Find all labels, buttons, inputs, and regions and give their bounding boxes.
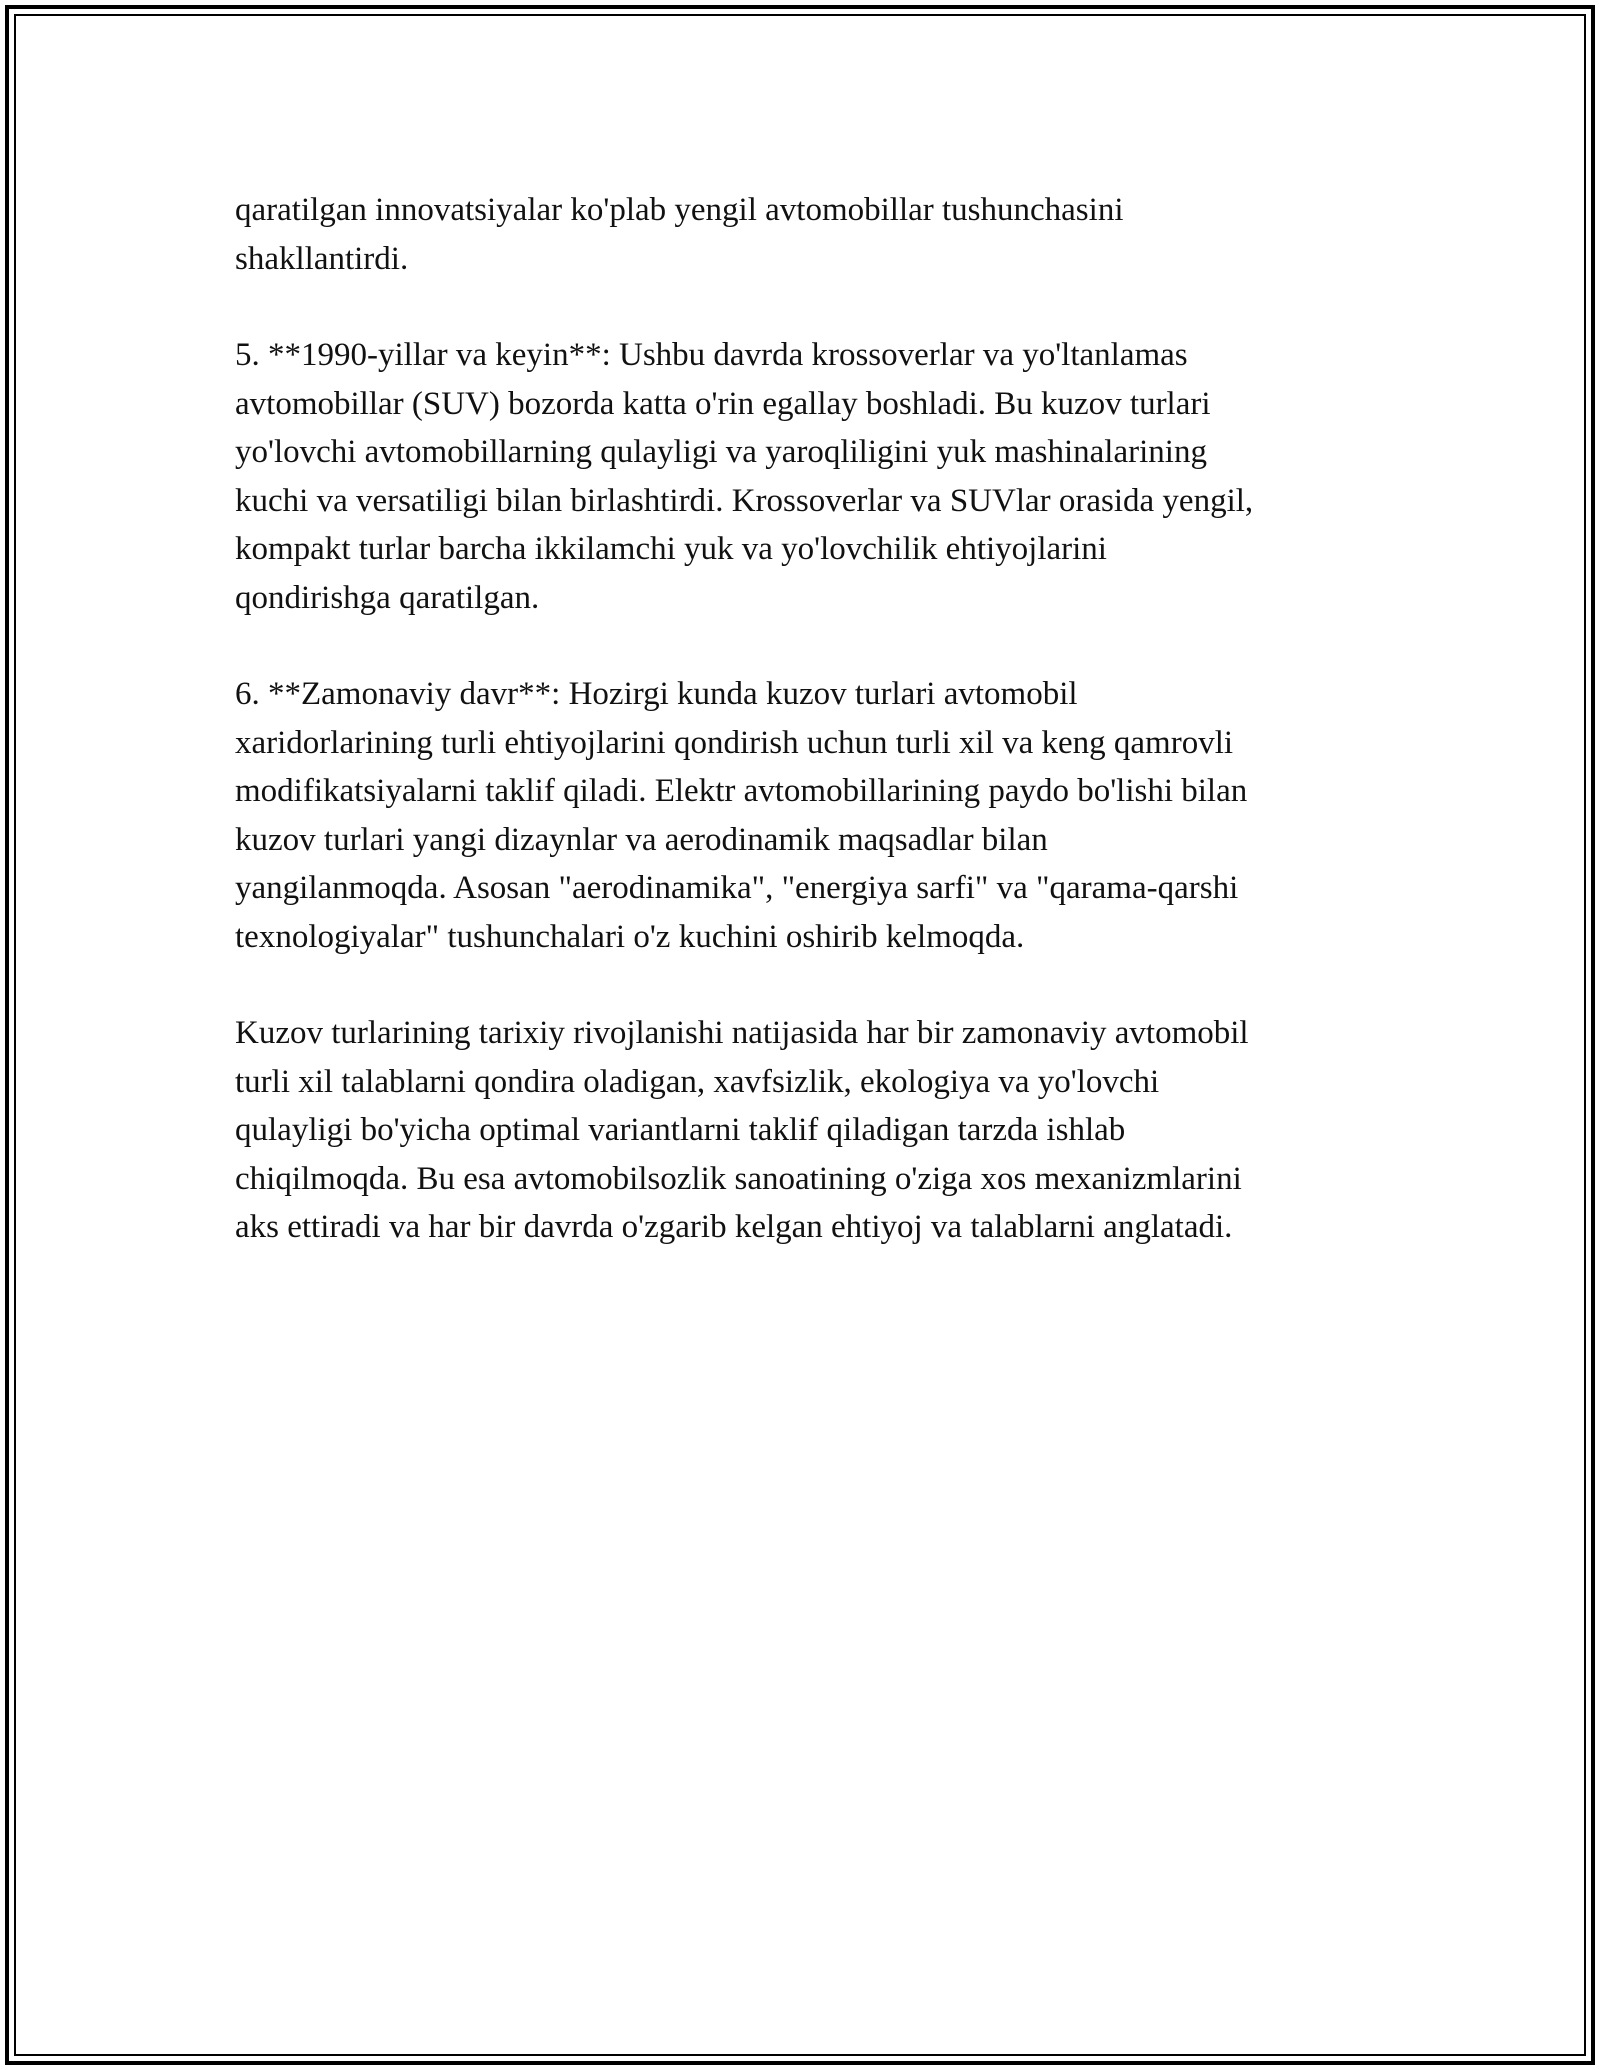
paragraph-conclusion xyxy=(235,1009,1375,1252)
document-body xyxy=(235,186,1375,1300)
text-line: kompakt turlar barcha ikkilamchi yuk va yo'lovchilik ehtiyojlarini xyxy=(235,531,1107,567)
text-line: qondirishga qaratilgan. xyxy=(235,579,540,616)
text-line: qulayligi bo'yicha optimal variantlarni taklif qiladigan tarzda ishlab xyxy=(235,1112,1126,1148)
text-line: yo'lovchi avtomobillarning qulayligi va yaroqliligini yuk mashinalarining xyxy=(235,434,1207,470)
text-line: Kuzov turlarining tarixiy rivojlanishi natijasida har bir zamonaviy avtomobil xyxy=(235,1015,1249,1051)
paragraph-item-5 xyxy=(235,331,1375,622)
text-line: 6. **Zamonaviy davr**: Hozirgi kunda kuzov turlari avtomobil xyxy=(235,676,1078,712)
text-line: yangilanmoqda. Asosan "aerodinamika", "energiya sarfi" va "qarama-qarshi xyxy=(235,870,1239,906)
text-line: turli xil talablarni qondira oladigan, xavfsizlik, ekologiya va yo'lovchi xyxy=(235,1063,1160,1100)
text-line: 5. **1990-yillar va keyin**: Ushbu davrda krossoverlar va yo'ltanlamas xyxy=(235,337,1188,373)
text-line: modifikatsiyalarni taklif qiladi. Elektr avtomobillarining paydo bo'lishi bilan xyxy=(235,773,1248,809)
paragraph-item-6 xyxy=(235,670,1375,961)
text-line: qaratilgan innovatsiyalar ko'plab yengil avtomobillar tushunchasini xyxy=(235,192,1124,228)
paragraph-continuation xyxy=(235,186,1375,283)
text-line: avtomobillar (SUV) bozorda katta o'rin egallay boshladi. Bu kuzov turlari xyxy=(235,385,1211,422)
text-line: texnologiyalar" tushunchalari o'z kuchini oshirib kelmoqda. xyxy=(235,918,1025,955)
text-line: shakllantirdi. xyxy=(235,240,409,277)
text-line: aks ettiradi va har bir davrda o'zgarib kelgan ehtiyoj va talablarni anglatadi. xyxy=(235,1209,1233,1245)
text-line: kuzov turlari yangi dizaynlar va aerodinamik maqsadlar bilan xyxy=(235,821,1048,858)
text-line: chiqilmoqda. Bu esa avtomobilsozlik sanoatining o'ziga xos mexanizmlarini xyxy=(235,1160,1242,1197)
text-line: xaridorlarining turli ehtiyojlarini qondirish uchun turli xil va keng qamrovli xyxy=(235,724,1234,761)
text-line: kuchi va versatiligi bilan birlashtirdi. Krossoverlar va SUVlar orasida yengil, xyxy=(235,482,1254,519)
